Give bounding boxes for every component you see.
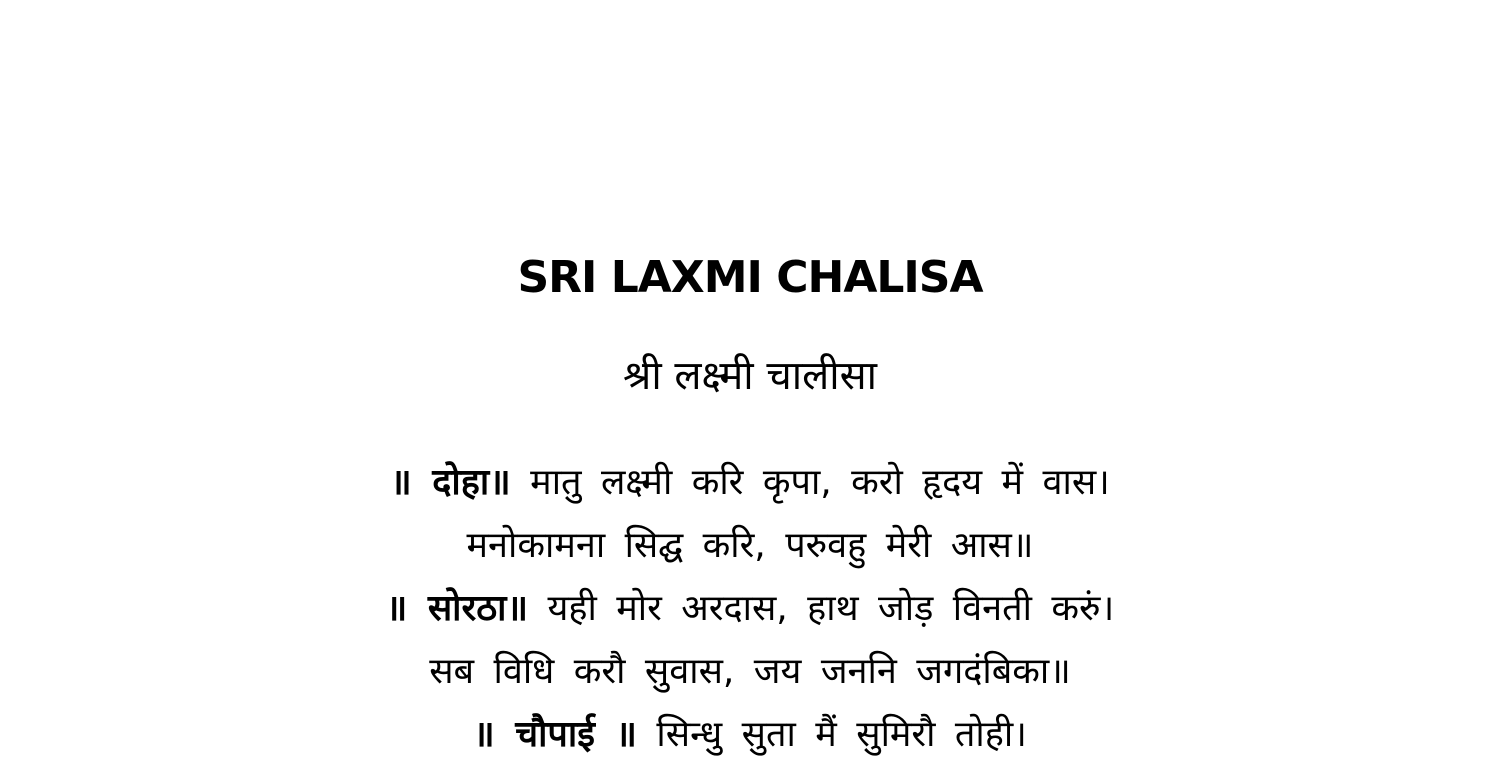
verse-line [0, 710, 1500, 760]
verse-text: मनोकामना सिद्घ करि, परुवहु मेरी आस॥ [466, 525, 1034, 566]
verse-line [0, 584, 1500, 634]
verse-text: सिन्धु सुता मैं सुमिरौ तोही। [656, 714, 1027, 755]
document-title: SRI LAXMI CHALISA [517, 252, 983, 303]
verse-text: सब विधि करौ सुवास, जय जननि जगदंबिका॥ [429, 651, 1071, 692]
verse-line [0, 458, 1500, 508]
verse-text: मातु लक्ष्मी करि कृपा, करो हृदय में वास। [530, 462, 1110, 503]
verse-text: यही मोर अरदास, हाथ जोड़ विनती करुं। [547, 588, 1115, 629]
document-subtitle: श्री लक्ष्मी चालीसा [623, 353, 877, 399]
verse-label-doha: ॥ दोहा॥ [390, 462, 511, 503]
verse-label-chaupai: ॥ चौपाई ॥ [473, 714, 637, 755]
verse-line [0, 521, 1500, 571]
verse-label-soratha: ॥ सोरठा॥ [385, 588, 529, 629]
verse-line [0, 647, 1500, 697]
